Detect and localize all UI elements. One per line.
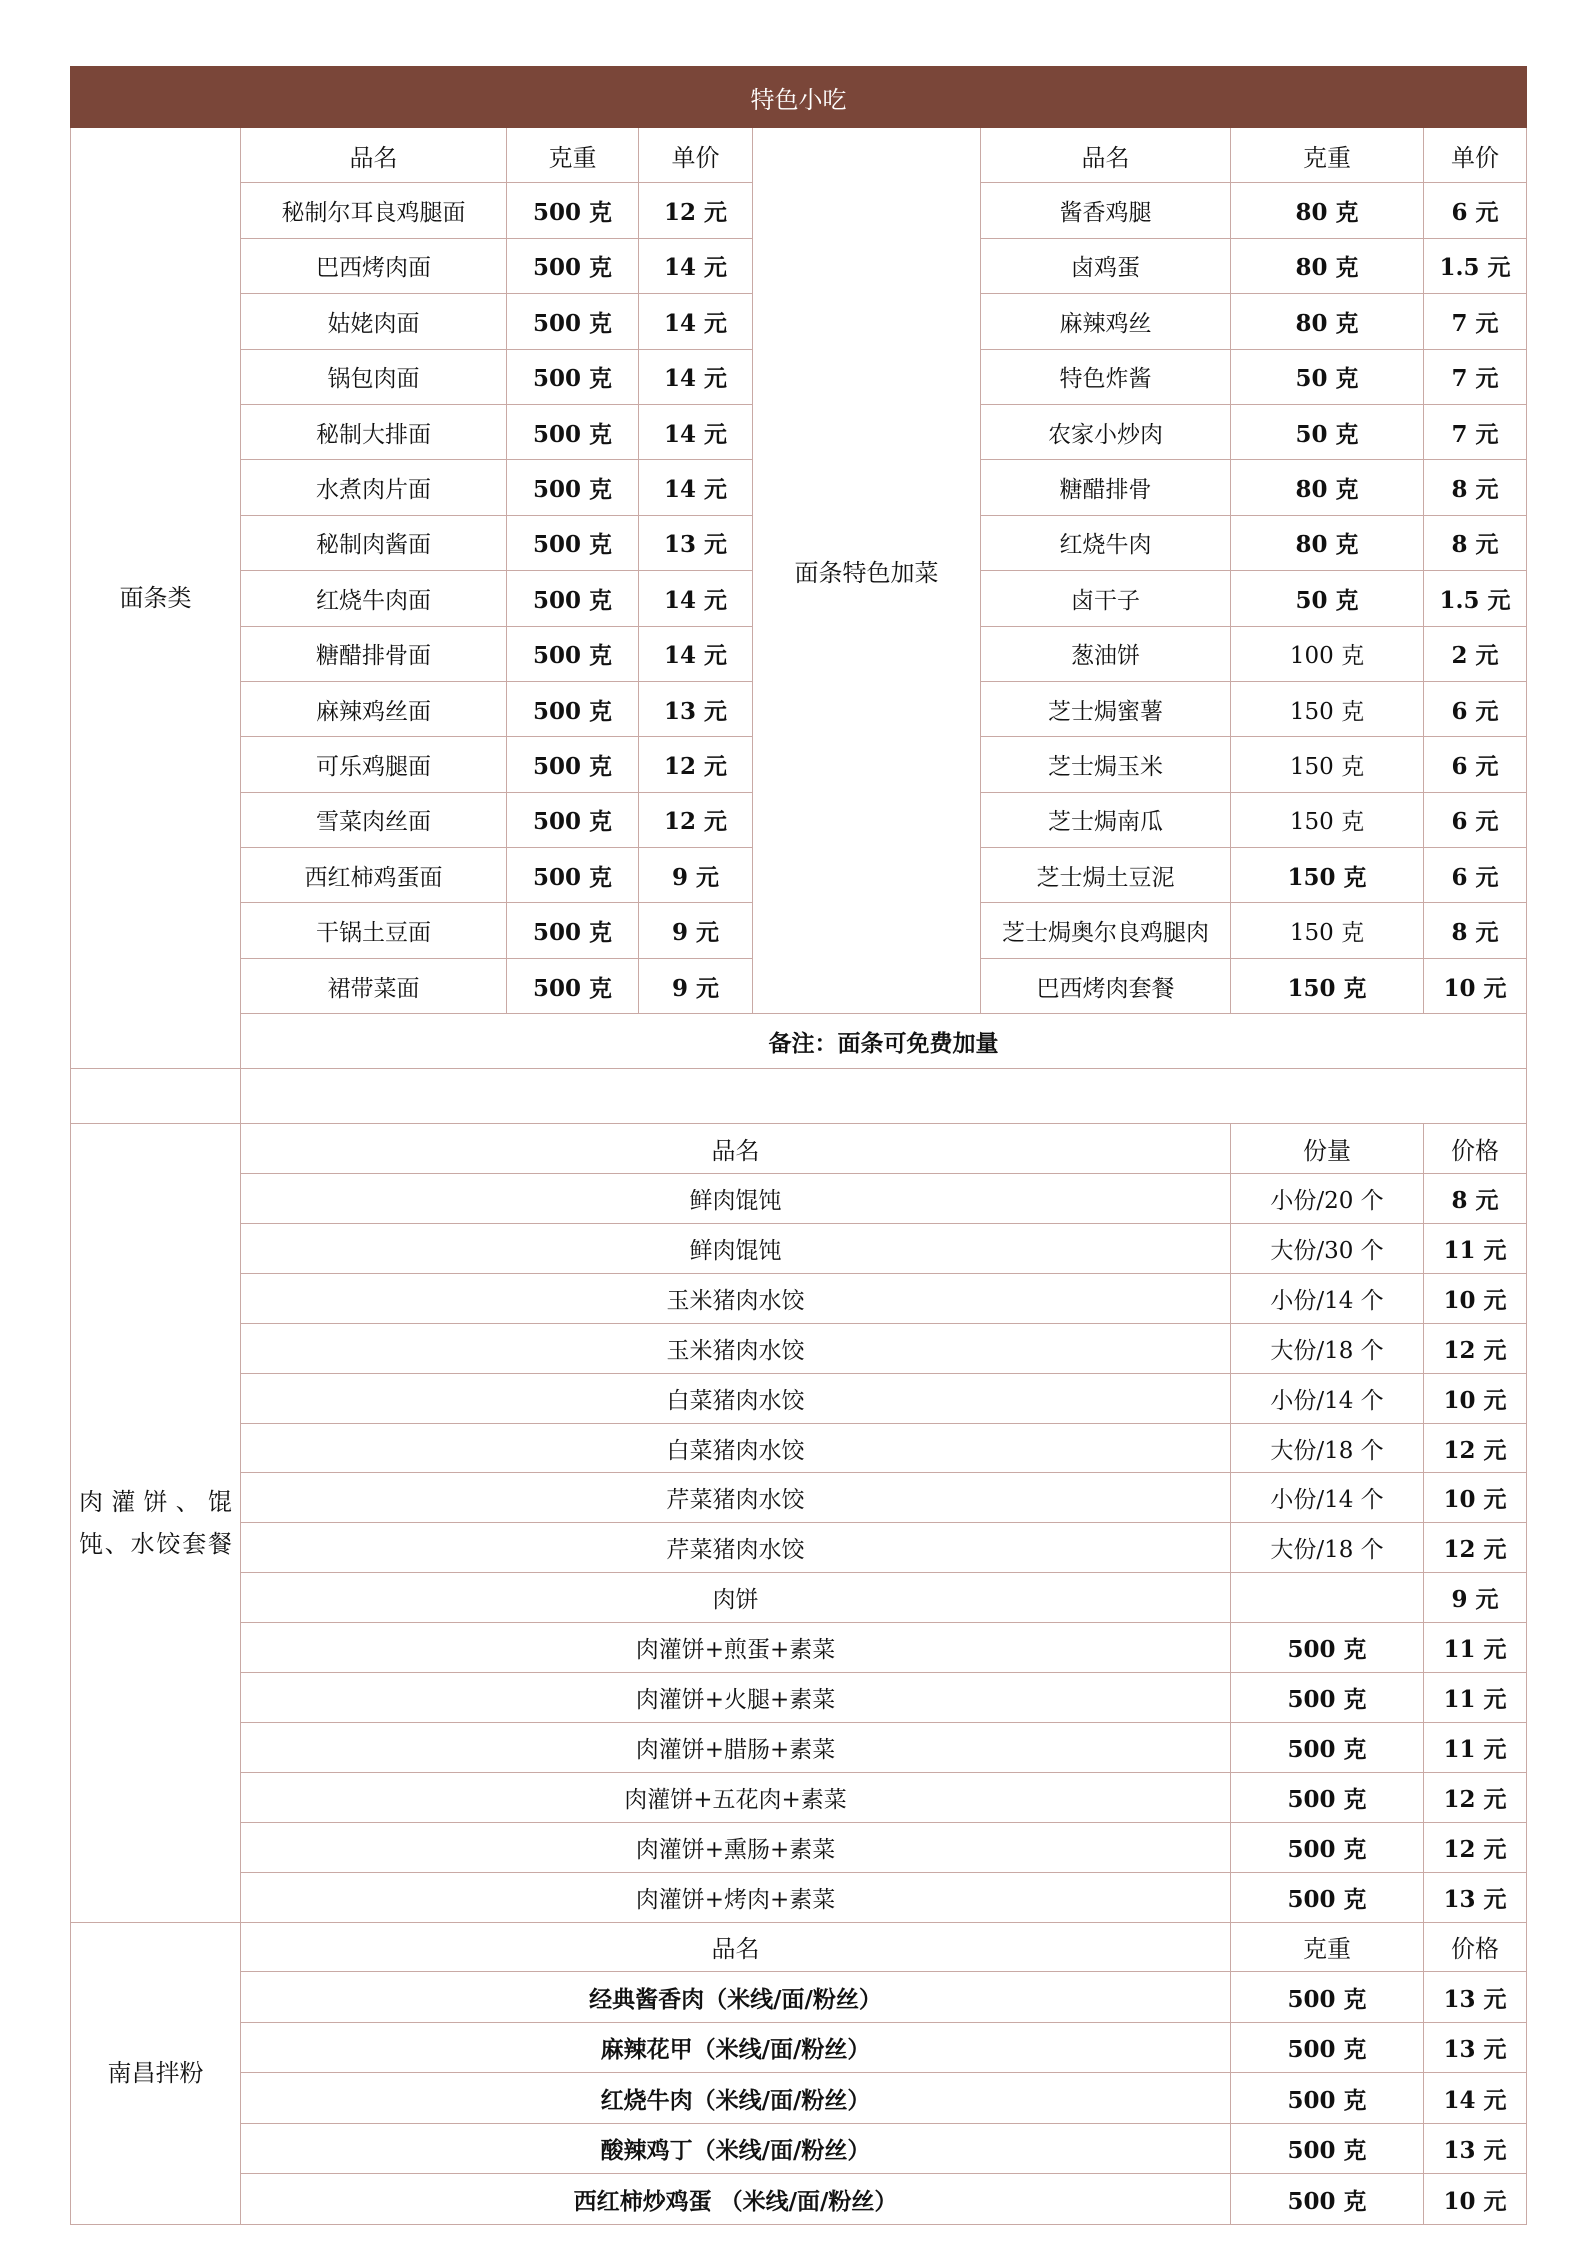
col-header-price: 单价 xyxy=(1424,128,1527,183)
item-price: 12 元 xyxy=(639,183,753,238)
addon-price: 6 元 xyxy=(1424,848,1527,903)
addon-name: 酱香鸡腿 xyxy=(981,183,1231,238)
item-price: 13 元 xyxy=(639,681,753,736)
item-name: 红烧牛肉面 xyxy=(241,571,507,626)
item-portion: 小份/20 个 xyxy=(1231,1174,1424,1224)
item-price: 12 元 xyxy=(1424,1772,1527,1822)
item-weight: 500 克 xyxy=(507,294,639,349)
table-row xyxy=(71,1872,1527,1922)
addon-price: 7 元 xyxy=(1424,404,1527,459)
col-header-price: 价格 xyxy=(1424,1124,1527,1174)
table-row xyxy=(71,1473,1527,1523)
addon-name: 芝士焗玉米 xyxy=(981,737,1231,792)
item-name: 肉灌饼+腊肠+素菜 xyxy=(241,1722,1231,1772)
page-title: 特色小吃 xyxy=(71,67,1527,128)
item-price: 12 元 xyxy=(639,737,753,792)
item-price: 14 元 xyxy=(1424,2073,1527,2124)
category-noodle-addons: 面条特色加菜 xyxy=(753,128,981,1014)
item-portion: 500 克 xyxy=(1231,1623,1424,1673)
addon-name: 芝士焗蜜薯 xyxy=(981,681,1231,736)
item-name: 麻辣花甲（米线/面/粉丝） xyxy=(241,2022,1231,2073)
addon-weight: 80 克 xyxy=(1231,460,1424,515)
category-noodles: 面条类 xyxy=(71,128,241,1069)
item-price: 9 元 xyxy=(639,958,753,1013)
col-header-weight: 克重 xyxy=(507,128,639,183)
item-name: 秘制尔耳良鸡腿面 xyxy=(241,183,507,238)
item-portion xyxy=(1231,1573,1424,1623)
addon-weight: 50 克 xyxy=(1231,349,1424,404)
addon-name: 卤鸡蛋 xyxy=(981,238,1231,293)
item-weight: 500 克 xyxy=(507,681,639,736)
table-row xyxy=(71,1722,1527,1772)
table-row xyxy=(71,1323,1527,1373)
addon-weight: 150 克 xyxy=(1231,848,1424,903)
table-row xyxy=(71,1174,1527,1224)
table-row xyxy=(71,1523,1527,1573)
noodle-note: 备注：面条可免费加量 xyxy=(241,1014,1527,1069)
addon-weight: 50 克 xyxy=(1231,404,1424,459)
addon-weight: 100 克 xyxy=(1231,626,1424,681)
item-name: 芹菜猪肉水饺 xyxy=(241,1523,1231,1573)
col-header-weight: 克重 xyxy=(1231,1922,1424,1972)
table-row xyxy=(71,2123,1527,2174)
table-row xyxy=(71,1623,1527,1673)
addon-name: 特色炸酱 xyxy=(981,349,1231,404)
item-portion: 500 克 xyxy=(1231,1673,1424,1723)
item-portion: 500 克 xyxy=(1231,1722,1424,1772)
item-name: 麻辣鸡丝面 xyxy=(241,681,507,736)
table-row xyxy=(71,1573,1527,1623)
item-weight: 500 克 xyxy=(507,792,639,847)
addon-price: 6 元 xyxy=(1424,681,1527,736)
item-weight: 500 克 xyxy=(1231,2022,1424,2073)
spacer-cell xyxy=(71,1069,241,1124)
item-weight: 500 克 xyxy=(507,848,639,903)
item-portion: 500 克 xyxy=(1231,1872,1424,1922)
item-name: 芹菜猪肉水饺 xyxy=(241,1473,1231,1523)
item-price: 9 元 xyxy=(639,848,753,903)
item-price: 12 元 xyxy=(1424,1423,1527,1473)
item-name: 白菜猪肉水饺 xyxy=(241,1373,1231,1423)
item-name: 巴西烤肉面 xyxy=(241,238,507,293)
item-price: 13 元 xyxy=(1424,1872,1527,1922)
col-header-weight: 克重 xyxy=(1231,128,1424,183)
table-row xyxy=(71,1373,1527,1423)
item-name: 肉灌饼+火腿+素菜 xyxy=(241,1673,1231,1723)
item-price: 9 元 xyxy=(1424,1573,1527,1623)
item-name: 肉灌饼+煎蛋+素菜 xyxy=(241,1623,1231,1673)
item-portion: 小份/14 个 xyxy=(1231,1273,1424,1323)
addon-price: 6 元 xyxy=(1424,737,1527,792)
addon-name: 葱油饼 xyxy=(981,626,1231,681)
spacer-cell xyxy=(241,1069,1527,1124)
item-price: 11 元 xyxy=(1424,1224,1527,1274)
addon-price: 1.5 元 xyxy=(1424,571,1527,626)
item-portion: 大份/18 个 xyxy=(1231,1323,1424,1373)
item-price: 14 元 xyxy=(639,460,753,515)
item-name: 秘制肉酱面 xyxy=(241,515,507,570)
addon-price: 7 元 xyxy=(1424,349,1527,404)
addon-weight: 150 克 xyxy=(1231,681,1424,736)
nanchang-header-row xyxy=(71,1922,1527,1972)
category-nanchang-noodles: 南昌拌粉 xyxy=(71,1922,241,2224)
addon-name: 糖醋排骨 xyxy=(981,460,1231,515)
noodle-header-row xyxy=(71,128,1527,183)
addon-price: 7 元 xyxy=(1424,294,1527,349)
addon-name: 卤干子 xyxy=(981,571,1231,626)
item-portion: 大份/18 个 xyxy=(1231,1423,1424,1473)
addon-price: 2 元 xyxy=(1424,626,1527,681)
item-price: 11 元 xyxy=(1424,1673,1527,1723)
item-price: 10 元 xyxy=(1424,1473,1527,1523)
item-name: 秘制大排面 xyxy=(241,404,507,459)
item-weight: 500 克 xyxy=(507,183,639,238)
addon-weight: 80 克 xyxy=(1231,183,1424,238)
addon-name: 芝士焗南瓜 xyxy=(981,792,1231,847)
item-price: 13 元 xyxy=(1424,2123,1527,2174)
col-header-name: 品名 xyxy=(241,1922,1231,1972)
addon-price: 8 元 xyxy=(1424,903,1527,958)
addon-name: 农家小炒肉 xyxy=(981,404,1231,459)
note-row xyxy=(71,1014,1527,1069)
item-portion: 500 克 xyxy=(1231,1822,1424,1872)
item-price: 10 元 xyxy=(1424,1273,1527,1323)
item-name: 肉灌饼+烤肉+素菜 xyxy=(241,1872,1231,1922)
item-name: 肉灌饼+熏肠+素菜 xyxy=(241,1822,1231,1872)
item-name: 肉饼 xyxy=(241,1573,1231,1623)
addon-name: 芝士焗土豆泥 xyxy=(981,848,1231,903)
addon-price: 8 元 xyxy=(1424,515,1527,570)
item-name: 酸辣鸡丁（米线/面/粉丝） xyxy=(241,2123,1231,2174)
item-name: 肉灌饼+五花肉+素菜 xyxy=(241,1772,1231,1822)
item-portion: 大份/18 个 xyxy=(1231,1523,1424,1573)
item-name: 玉米猪肉水饺 xyxy=(241,1273,1231,1323)
table-row xyxy=(71,1822,1527,1872)
addon-name: 红烧牛肉 xyxy=(981,515,1231,570)
item-name: 红烧牛肉（米线/面/粉丝） xyxy=(241,2073,1231,2124)
item-name: 干锅土豆面 xyxy=(241,903,507,958)
addon-weight: 50 克 xyxy=(1231,571,1424,626)
item-weight: 500 克 xyxy=(1231,2123,1424,2174)
item-price: 10 元 xyxy=(1424,2174,1527,2225)
item-weight: 500 克 xyxy=(507,571,639,626)
item-weight: 500 克 xyxy=(1231,2174,1424,2225)
addon-name: 巴西烤肉套餐 xyxy=(981,958,1231,1013)
item-name: 姑姥肉面 xyxy=(241,294,507,349)
item-portion: 小份/14 个 xyxy=(1231,1373,1424,1423)
item-weight: 500 克 xyxy=(507,460,639,515)
addon-name: 麻辣鸡丝 xyxy=(981,294,1231,349)
col-header-name: 品名 xyxy=(981,128,1231,183)
item-weight: 500 克 xyxy=(507,238,639,293)
item-price: 11 元 xyxy=(1424,1722,1527,1772)
item-weight: 500 克 xyxy=(507,903,639,958)
addon-weight: 150 克 xyxy=(1231,792,1424,847)
addon-weight: 150 克 xyxy=(1231,903,1424,958)
item-name: 西红柿鸡蛋面 xyxy=(241,848,507,903)
item-price: 14 元 xyxy=(639,571,753,626)
col-header-price: 单价 xyxy=(639,128,753,183)
item-weight: 500 克 xyxy=(507,958,639,1013)
item-price: 11 元 xyxy=(1424,1623,1527,1673)
table-row xyxy=(71,1972,1527,2023)
item-weight: 500 克 xyxy=(507,515,639,570)
item-price: 14 元 xyxy=(639,626,753,681)
addon-weight: 80 克 xyxy=(1231,515,1424,570)
item-name: 鲜肉馄饨 xyxy=(241,1174,1231,1224)
table-row xyxy=(71,1224,1527,1274)
item-price: 8 元 xyxy=(1424,1174,1527,1224)
addon-price: 8 元 xyxy=(1424,460,1527,515)
table-row xyxy=(71,1273,1527,1323)
col-header-price: 价格 xyxy=(1424,1922,1527,1972)
item-name: 玉米猪肉水饺 xyxy=(241,1323,1231,1373)
table-row xyxy=(71,1772,1527,1822)
addon-weight: 80 克 xyxy=(1231,238,1424,293)
addon-price: 6 元 xyxy=(1424,183,1527,238)
table-row xyxy=(71,2073,1527,2124)
item-name: 裙带菜面 xyxy=(241,958,507,1013)
table-row xyxy=(71,1673,1527,1723)
item-weight: 500 克 xyxy=(1231,2073,1424,2124)
col-header-name: 品名 xyxy=(241,128,507,183)
item-weight: 500 克 xyxy=(1231,1972,1424,2023)
item-name: 水煮肉片面 xyxy=(241,460,507,515)
addon-weight: 80 克 xyxy=(1231,294,1424,349)
item-name: 糖醋排骨面 xyxy=(241,626,507,681)
item-weight: 500 克 xyxy=(507,349,639,404)
item-price: 14 元 xyxy=(639,404,753,459)
item-weight: 500 克 xyxy=(507,404,639,459)
item-price: 12 元 xyxy=(639,792,753,847)
item-weight: 500 克 xyxy=(507,626,639,681)
item-portion: 小份/14 个 xyxy=(1231,1473,1424,1523)
addon-price: 6 元 xyxy=(1424,792,1527,847)
table-row xyxy=(71,2022,1527,2073)
title-row xyxy=(71,67,1527,128)
item-price: 13 元 xyxy=(1424,1972,1527,2023)
addon-price: 10 元 xyxy=(1424,958,1527,1013)
table-row xyxy=(71,2174,1527,2225)
item-name: 经典酱香肉（米线/面/粉丝） xyxy=(241,1972,1231,2023)
col-header-name: 品名 xyxy=(241,1124,1231,1174)
wonton-header-row xyxy=(71,1124,1527,1174)
spacer-row xyxy=(71,1069,1527,1124)
table-row xyxy=(71,1423,1527,1473)
item-name: 白菜猪肉水饺 xyxy=(241,1423,1231,1473)
item-name: 西红柿炒鸡蛋 （米线/面/粉丝） xyxy=(241,2174,1231,2225)
item-name: 雪菜肉丝面 xyxy=(241,792,507,847)
item-weight: 500 克 xyxy=(507,737,639,792)
item-name: 锅包肉面 xyxy=(241,349,507,404)
category-wonton-dumplings: 肉灌饼、馄饨、水饺套餐 xyxy=(71,1124,241,1922)
item-portion: 500 克 xyxy=(1231,1772,1424,1822)
addon-name: 芝士焗奥尔良鸡腿肉 xyxy=(981,903,1231,958)
item-price: 14 元 xyxy=(639,238,753,293)
col-header-portion: 份量 xyxy=(1231,1124,1424,1174)
addon-price: 1.5 元 xyxy=(1424,238,1527,293)
addon-weight: 150 克 xyxy=(1231,958,1424,1013)
menu-table xyxy=(70,66,1527,2225)
item-price: 13 元 xyxy=(639,515,753,570)
item-price: 14 元 xyxy=(639,294,753,349)
item-price: 10 元 xyxy=(1424,1373,1527,1423)
item-price: 14 元 xyxy=(639,349,753,404)
item-name: 鲜肉馄饨 xyxy=(241,1224,1231,1274)
addon-weight: 150 克 xyxy=(1231,737,1424,792)
item-portion: 大份/30 个 xyxy=(1231,1224,1424,1274)
item-price: 13 元 xyxy=(1424,2022,1527,2073)
item-price: 9 元 xyxy=(639,903,753,958)
item-price: 12 元 xyxy=(1424,1822,1527,1872)
item-price: 12 元 xyxy=(1424,1523,1527,1573)
item-name: 可乐鸡腿面 xyxy=(241,737,507,792)
item-price: 12 元 xyxy=(1424,1323,1527,1373)
